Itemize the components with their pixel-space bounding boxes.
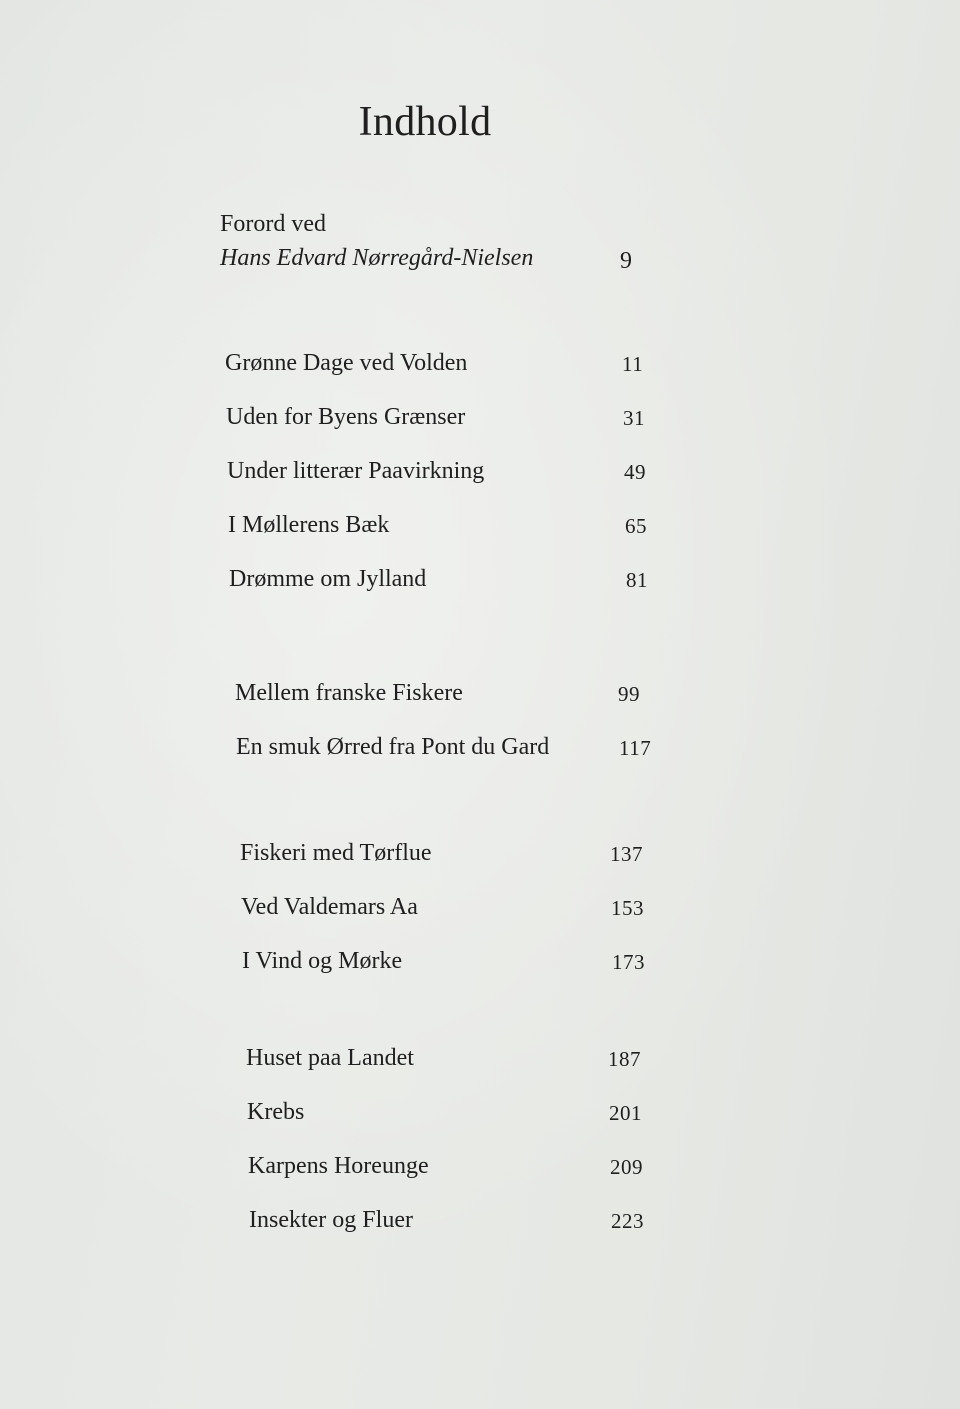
entry-title: Drømme om Jylland	[229, 566, 427, 592]
toc-entry	[220, 1045, 660, 1099]
entry-title: Insekter og Fluer	[249, 1207, 413, 1233]
entry-page-number: 201	[609, 1101, 642, 1125]
entry-page-number: 65	[625, 514, 647, 538]
toc-entry	[220, 840, 660, 894]
entry-page-number: 99	[618, 682, 640, 706]
toc-entry	[220, 1207, 660, 1261]
toc-entry	[220, 948, 660, 1002]
entry-page-number: 153	[611, 896, 644, 920]
entry-page-number: 173	[612, 950, 645, 974]
toc-entry	[220, 734, 660, 788]
toc-group	[220, 1045, 660, 1261]
toc-group	[220, 840, 660, 1002]
entry-title: Under litterær Paavirkning	[227, 458, 485, 484]
toc-group	[220, 350, 660, 620]
toc-entry	[220, 512, 660, 566]
entry-page-number: 11	[622, 352, 644, 376]
entry-title: Fiskeri med Tørflue	[240, 840, 432, 866]
entry-page-number: 31	[623, 406, 645, 430]
entry-title: Ved Valdemars Aa	[241, 894, 418, 920]
entry-page-number: 137	[610, 842, 643, 866]
entry-title: Mellem franske Fiskere	[235, 680, 463, 706]
toc-entry	[220, 1153, 660, 1207]
toc-entry	[220, 566, 660, 620]
entry-title: Uden for Byens Grænser	[226, 404, 466, 430]
toc-entry	[220, 680, 660, 734]
toc-entry	[220, 404, 660, 458]
entry-page-number: 81	[626, 568, 648, 592]
entry-title: Karpens Horeunge	[248, 1153, 429, 1179]
toc-group	[220, 680, 660, 788]
table-of-contents	[220, 205, 660, 1233]
toc-entry	[220, 350, 660, 404]
entry-page-number: 49	[624, 460, 646, 484]
foreword-entry	[220, 205, 660, 285]
toc-entry	[220, 894, 660, 948]
page-title: Indhold	[358, 99, 492, 145]
entry-page-number: 117	[619, 736, 652, 760]
entry-title: I Møllerens Bæk	[228, 512, 390, 538]
entry-title: I Vind og Mørke	[242, 948, 403, 974]
entry-title: Grønne Dage ved Volden	[225, 350, 468, 376]
entry-page-number: 187	[608, 1047, 641, 1071]
foreword-page-number: 9	[620, 248, 632, 274]
toc-entry	[220, 458, 660, 512]
entry-page-number: 223	[611, 1209, 644, 1233]
entry-title: Huset paa Landet	[246, 1045, 414, 1071]
entry-title: Krebs	[247, 1099, 305, 1125]
toc-entry	[220, 1099, 660, 1153]
foreword-label: Forord ved	[220, 211, 326, 237]
foreword-author: Hans Edvard Nørregård-Nielsen	[220, 245, 534, 271]
entry-title: En smuk Ørred fra Pont du Gard	[236, 734, 550, 760]
entry-page-number: 209	[610, 1155, 643, 1179]
